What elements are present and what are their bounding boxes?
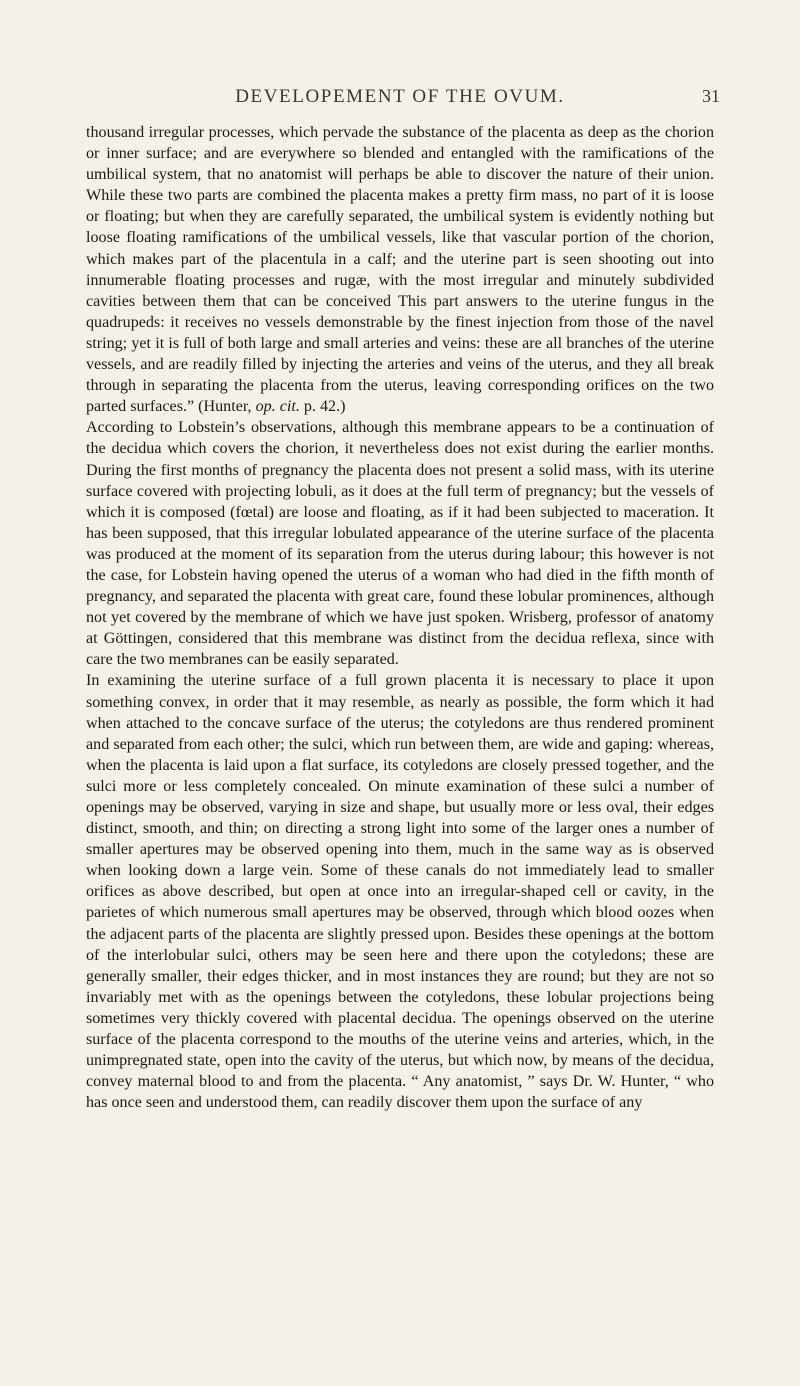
body-text (86, 122, 714, 1113)
paragraph-text-end: p. 42.) (299, 398, 346, 416)
paragraph-lobstein (86, 417, 714, 670)
paragraph-hunter-quote (86, 122, 714, 417)
paragraph-text: In examining the uterine surface of a full grown placenta it is necessary to place it upon something convex, in order that it may resemble, as nearly as possible, the form which it had when attached to the concave surface of the uterus; the cotyledons are thus rendered prominent and separated from each other; the sulci, which run between them, are wide and gaping: whereas, when the placenta is laid upon a flat surface, its cotyledons are closely pressed together, and the sulci more or less completely concealed. On minute examination of these sulci a number of openings may be observed, varying in size and shape, but usually more or less oval, their edges distinct, smooth, and thin; on directing a strong light into some of the larger ones a number of smaller apertures may be observed opening into them, much in the same way as is observed when looking down a large vein. Some of these canals do not immediately lead to smaller orifices as above described, but open at once into an irregular-shaped cell or cavity, in the parietes of which numerous small apertures may be observed, through which blood oozes when the adjacent parts of the placenta are slightly pressed upon. Besides these openings at the bottom of the interlobular sulci, others may be seen here and there upon the cotyledons; these are generally smaller, their edges thicker, and in most instances they are round; but they are not so invariably met with as the openings between the cotyledons, these lobular projections being sometimes very thickly covered with placental decidua. The openings observed on the uterine surface of the placenta correspond to the mouths of the uterine veins and arteries, which, in the unimpregnated state, open into the cavity of the uterus, but which now, by means of the decidua, convey maternal blood to and from the placenta. “ Any anatomist, ” says Dr. W. Hunter, “ who has once seen and understood them, can readily discover them upon the surface of any (86, 672, 714, 1112)
running-title: DEVELOPEMENT OF THE OVUM. (235, 86, 565, 107)
page-number: 31 (702, 86, 720, 106)
citation-italic: op. cit. (255, 398, 300, 416)
paragraph-text: According to Lobstein’s observations, although this membrane appears to be a continuation of the decidua which covers the chorion, it nevertheless does not exist during the earlier months. During the first months of pregnancy the placenta does not present a solid mass, with its uterine surface covered with projecting lobuli, as it does at the full term of pregnancy; but the vessels of which it is composed (fœtal) are loose and floating, as if it had been subjected to maceration. It has been supposed, that this irregular lobulated appearance of the uterine surface of the placenta was produced at the moment of its separation from the uterus during labour; this however is not the case, for Lobstein having opened the uterus of a woman who had died in the fifth month of pregnancy, and separated the placenta with great care, found these lobular prominences, although not yet covered by the membrane of which we have just spoken. Wrisberg, professor of anatomy at Göttingen, considered that this membrane was distinct from the decidua reflexa, since with care the two membranes can be easily separated. (86, 419, 714, 669)
page-header (86, 86, 720, 116)
paragraph-text: thousand irregular processes, which pervade the substance of the placenta as deep as the chorion or inner surface; and are everywhere so blended and entangled with the ramifications of the umbilical system, that no anatomist will perhaps be able to discover the nature of their union. While these two parts are combined the placenta makes a pretty firm mass, no part of it is loose or floating; but when they are carefully separated, the umbilical system is evidently nothing but loose floating ramifications of the umbilical vessels, like that vascular portion of the chorion, which makes part of the placentula in a calf; and the uterine part is seen shooting out into innumerable floating processes and rugæ, with the most irregular and minutely subdivided cavities between them that can be conceived This part answers to the uterine fungus in the quadrupeds: it receives no vessels demonstrable by the finest injection from those of the navel string; yet it is full of both large and small arteries and veins: these are all branches of the uterine vessels, and are readily filled by injecting the arteries and veins of the uterus, and they all break through in separating the placenta from the uterus, leaving corresponding orifices on the two parted surfaces.” (Hunter, (86, 124, 714, 416)
paragraph-uterine-surface (86, 670, 714, 1113)
